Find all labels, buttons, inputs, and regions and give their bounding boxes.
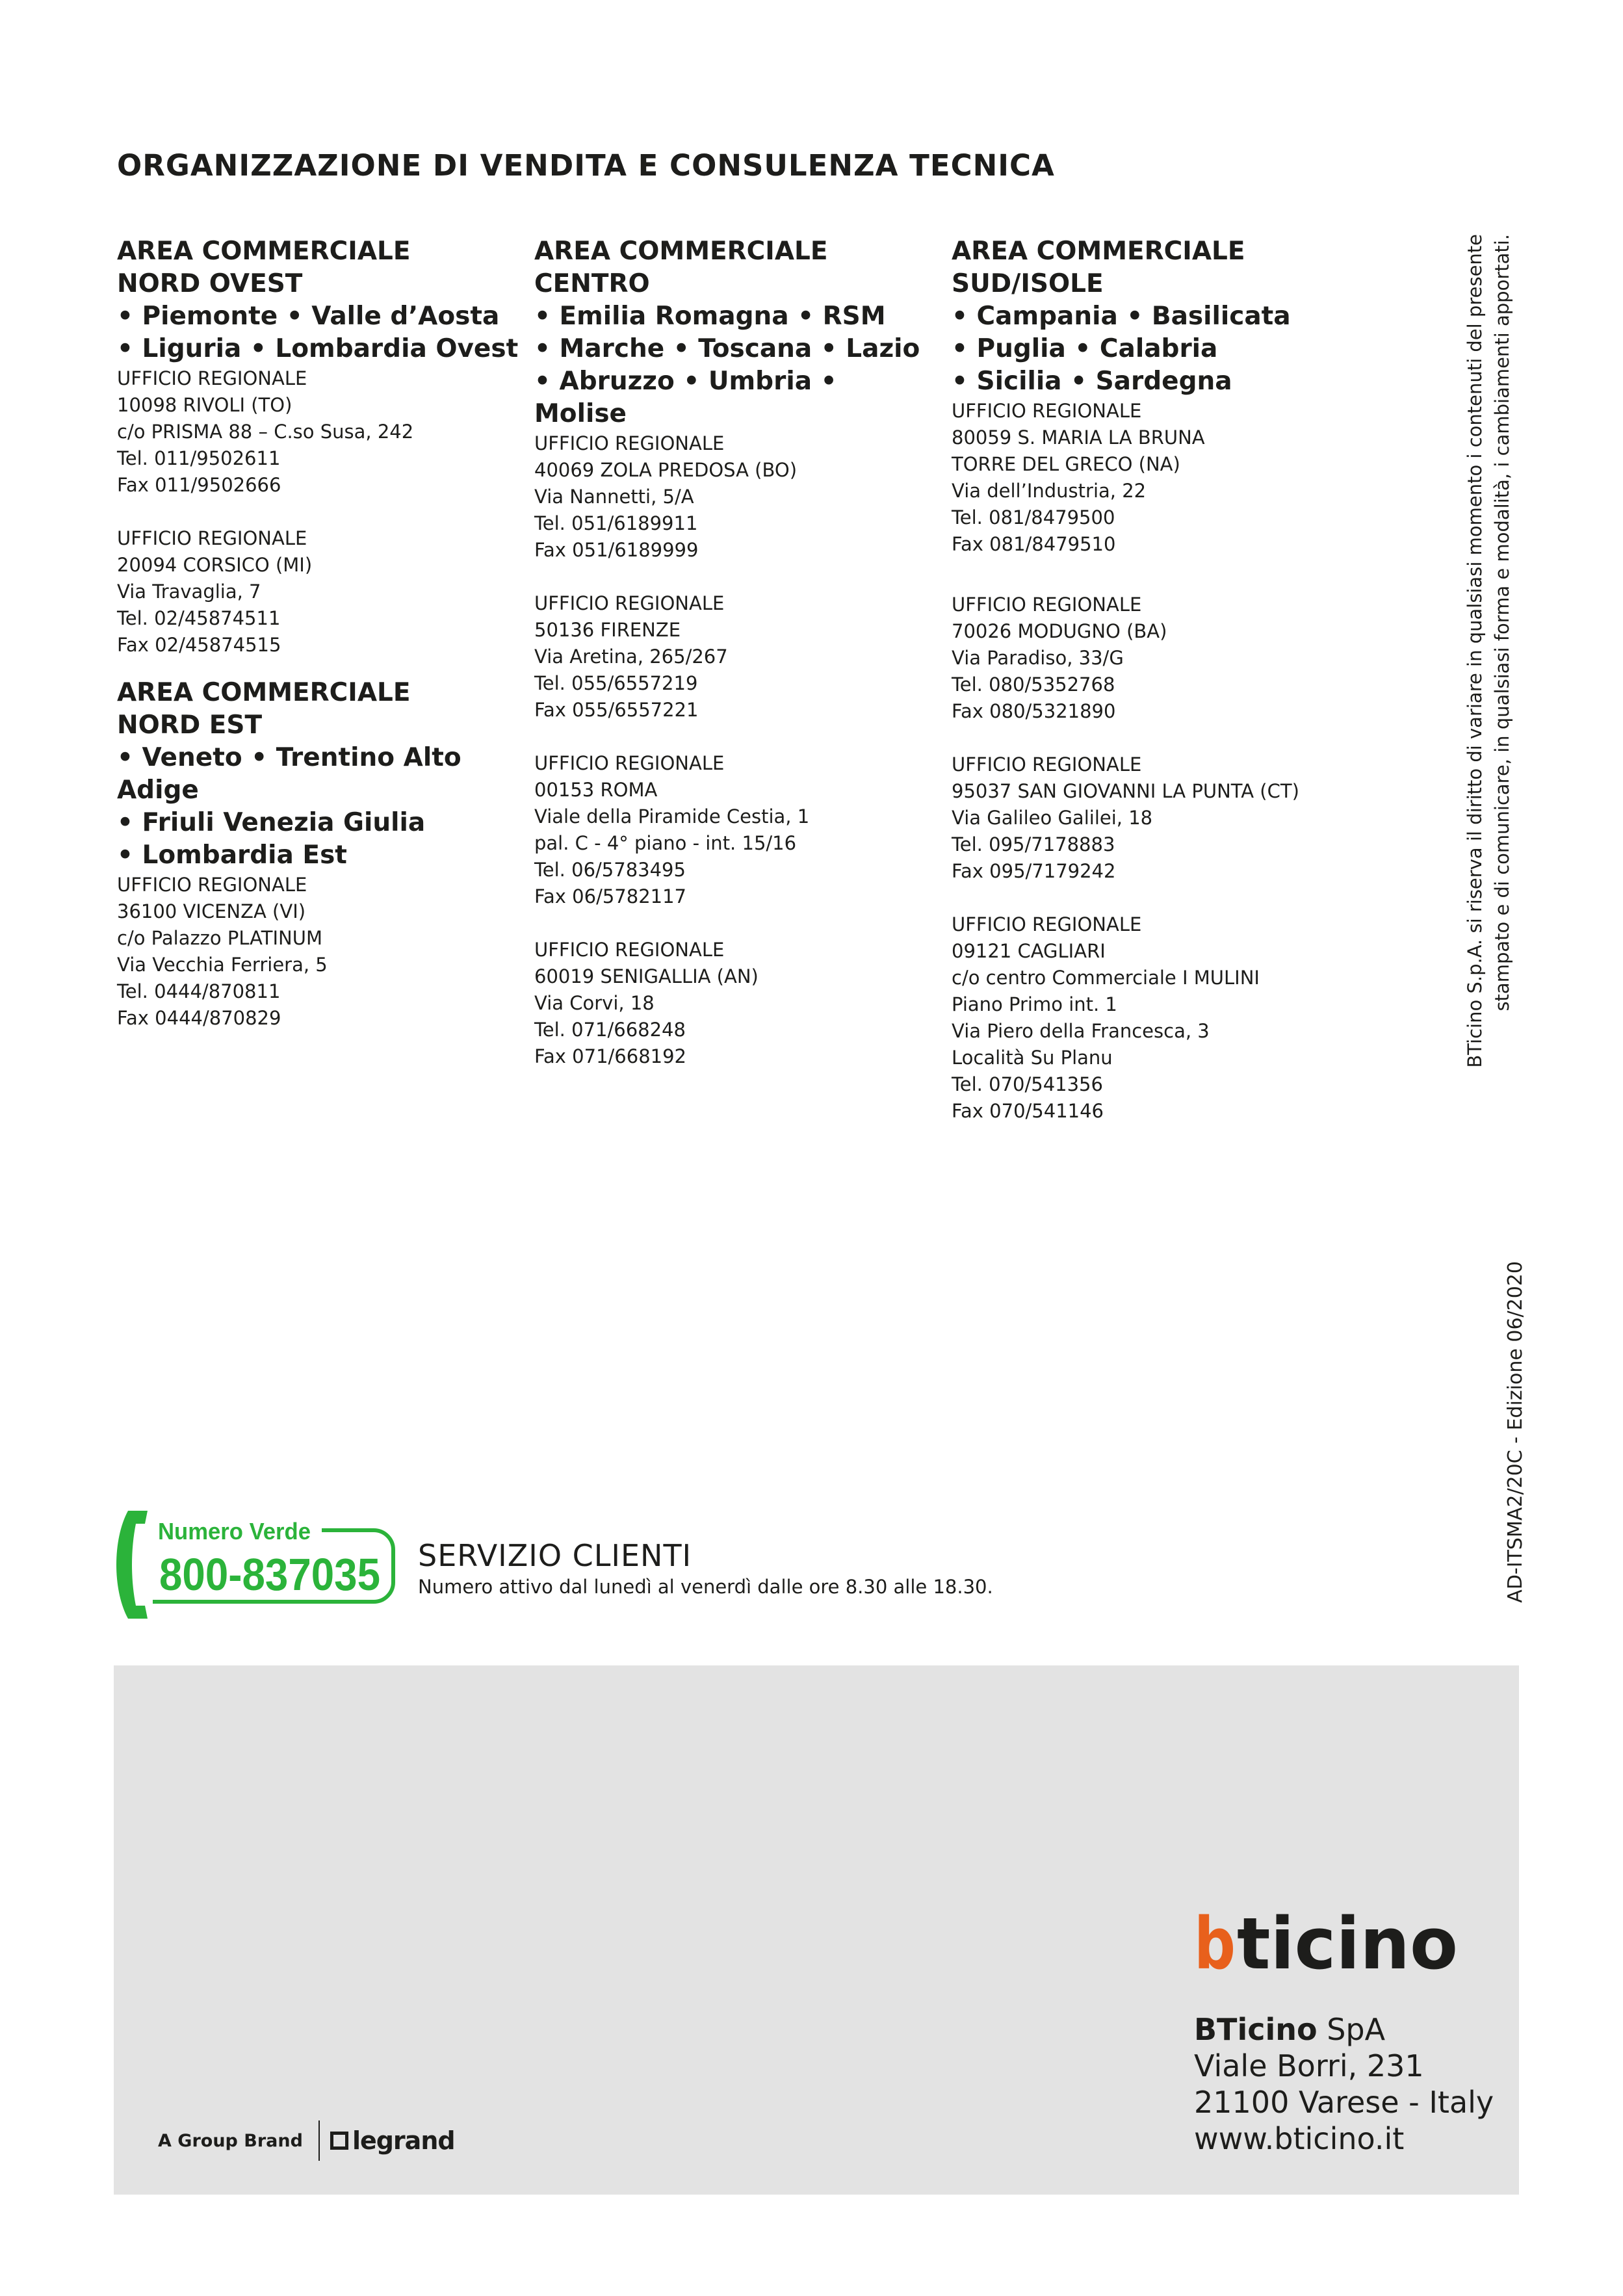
office-roma: UFFICIO REGIONALE 00153 ROMA Viale della Piramide Cestia, 1 pal. C - 4° piano - int. 15/16 Tel. 06/5783495 Fax 06/5782117 — [534, 752, 810, 907]
area-heading: AREA COMMERCIALE SUD/ISOLE — [952, 237, 1245, 298]
phone-handset-icon — [116, 1511, 148, 1619]
column-sud — [952, 235, 1355, 1151]
office-modugno: UFFICIO REGIONALE 70026 MODUGNO (BA) Via Paradiso, 33/G Tel. 080/5352768 Fax 080/5321890 — [952, 594, 1167, 722]
area-regions: • Emilia Romagna • RSM • Marche • Toscana • Lazio • Abruzzo • Umbria • Molise — [534, 302, 920, 428]
service-title: SERVIZIO CLIENTI — [418, 1538, 692, 1573]
disclaimer-vertical: BTicino S.p.A. si riserva il diritto di variare in qualsiasi momento i contenuti del presente stampato e di comunicare, in qualsiasi forma e modalità, i cambiamenti apportati. — [1464, 234, 1513, 1068]
svg-text:ticino: ticino — [1237, 1912, 1458, 1975]
area-nord-ovest — [117, 235, 520, 659]
footer — [114, 1665, 1519, 2195]
area-regions: • Piemonte • Valle d’Aosta • Liguria • Lombardia Ovest — [117, 302, 519, 363]
numero-verde-label: Numero Verde — [158, 1518, 311, 1545]
divider — [318, 2120, 320, 2161]
legrand-logo — [330, 2126, 455, 2155]
area-sud-isole — [952, 235, 1355, 1125]
office-senigallia: UFFICIO REGIONALE 60019 SENIGALLIA (AN) Via Corvi, 18 Tel. 071/668248 Fax 071/668192 — [534, 939, 759, 1067]
office-cagliari: UFFICIO REGIONALE 09121 CAGLIARI c/o centro Commerciale I MULINI Piano Primo int. 1 Via Piero della Francesca, 3 Località Su Planu Tel. 070/541356 Fax 070/541146 — [952, 913, 1260, 1122]
office-corsico: UFFICIO REGIONALE 20094 CORSICO (MI) Via Travaglia, 7 Tel. 02/45874511 Fax 02/45874515 — [117, 527, 313, 656]
numero-verde-number: 800-837035 — [159, 1549, 380, 1600]
office-rivoli: UFFICIO REGIONALE 10098 RIVOLI (TO) c/o PRISMA 88 – C.so Susa, 242 Tel. 011/9502611 Fax 011/9502666 — [117, 367, 414, 496]
legrand-mark-icon — [330, 2132, 348, 2150]
legrand-wordmark: legrand — [352, 2126, 455, 2155]
company-name: BTicino — [1194, 2012, 1318, 2047]
address-line-1: Viale Borri, 231 — [1194, 2048, 1424, 2083]
group-brand — [158, 2120, 455, 2161]
office-vicenza: UFFICIO REGIONALE 36100 VICENZA (VI) c/o Palazzo PLATINUM Via Vecchia Ferriera, 5 Tel. 0444/870811 Fax 0444/870829 — [117, 874, 328, 1029]
service-note: Numero attivo dal lunedì al venerdì dalle ore 8.30 alle 18.30. — [418, 1576, 993, 1598]
area-heading: AREA COMMERCIALE CENTRO — [534, 237, 828, 298]
area-nord-est — [117, 677, 520, 1032]
office-torre-del-greco: UFFICIO REGIONALE 80059 S. MARIA LA BRUNA TORRE DEL GRECO (NA) Via dell’Industria, 22 Tel. 081/8479500 Fax 081/8479510 — [952, 400, 1205, 555]
area-heading: AREA COMMERCIALE NORD EST — [117, 678, 411, 740]
area-regions: • Veneto • Trentino Alto Adige • Friuli Venezia Giulia • Lombardia Est — [117, 743, 461, 870]
area-regions: • Campania • Basilicata • Puglia • Calabria • Sicilia • Sardegna — [952, 302, 1291, 396]
office-firenze: UFFICIO REGIONALE 50136 FIRENZE Via Aretina, 265/267 Tel. 055/6557219 Fax 055/6557221 — [534, 592, 728, 721]
bticino-logo — [1194, 1912, 1461, 1975]
group-brand-label: A Group Brand — [158, 2130, 303, 2151]
address-line-2: 21100 Varese - Italy — [1194, 2085, 1494, 2120]
company-suffix: SpA — [1317, 2012, 1386, 2047]
area-heading: AREA COMMERCIALE NORD OVEST — [117, 237, 411, 298]
page-title: ORGANIZZAZIONE DI VENDITA E CONSULENZA TECNICA — [117, 148, 1055, 183]
edition-code: AD-ITSMA2/20C - Edizione 06/2020 — [1504, 1261, 1527, 1603]
numero-verde-badge — [114, 1509, 400, 1626]
area-centro — [534, 235, 937, 1070]
office-zola-predosa: UFFICIO REGIONALE 40069 ZOLA PREDOSA (BO) Via Nannetti, 5/A Tel. 051/6189911 Fax 051/6189999 — [534, 432, 798, 561]
company-address — [1194, 2011, 1494, 2157]
svg-text:b: b — [1194, 1912, 1236, 1975]
website-link[interactable]: www.bticino.it — [1194, 2121, 1405, 2156]
office-san-giovanni: UFFICIO REGIONALE 95037 SAN GIOVANNI LA PUNTA (CT) Via Galileo Galilei, 18 Tel. 095/7178883 Fax 095/7179242 — [952, 753, 1299, 882]
column-nord — [117, 235, 520, 1058]
column-centro — [534, 235, 937, 1097]
